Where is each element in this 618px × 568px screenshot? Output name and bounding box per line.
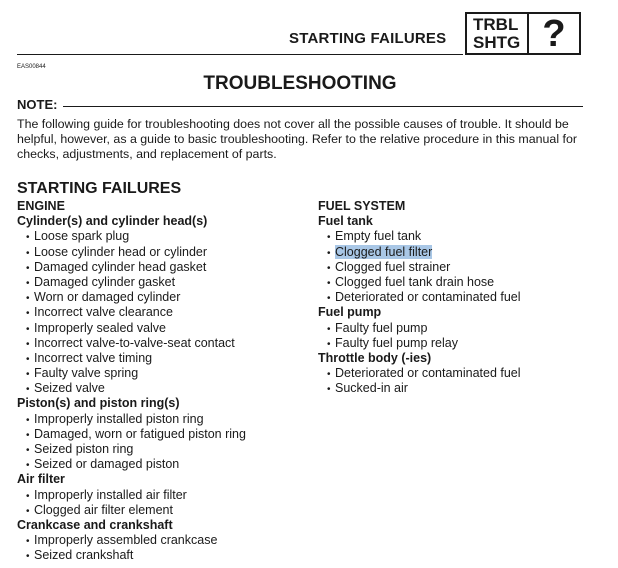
bullet-icon: • bbox=[26, 247, 30, 259]
group-heading: Air filter bbox=[17, 472, 65, 487]
list-item[interactable] bbox=[17, 442, 246, 457]
list-item-text[interactable]: Sucked-in air bbox=[335, 381, 408, 396]
note-header bbox=[17, 97, 583, 112]
list-item-text[interactable]: Damaged cylinder gasket bbox=[34, 274, 176, 289]
note-label: NOTE: bbox=[17, 97, 58, 112]
group-heading: Fuel pump bbox=[318, 305, 382, 320]
bullet-icon: • bbox=[26, 551, 30, 563]
list-item[interactable] bbox=[17, 503, 246, 518]
list-item[interactable] bbox=[17, 381, 246, 396]
list-item[interactable] bbox=[17, 229, 246, 244]
list-item-text[interactable]: Incorrect valve clearance bbox=[34, 305, 173, 320]
bullet-icon: • bbox=[26, 262, 30, 274]
list-item[interactable] bbox=[17, 321, 246, 336]
list-item[interactable] bbox=[318, 381, 521, 396]
list-item[interactable] bbox=[17, 533, 246, 548]
list-item[interactable] bbox=[17, 488, 246, 503]
list-item[interactable] bbox=[17, 351, 246, 366]
group-heading: Cylinder(s) and cylinder head(s) bbox=[17, 214, 208, 229]
bullet-icon: • bbox=[327, 277, 331, 289]
bullet-icon: • bbox=[26, 277, 30, 289]
list-item[interactable] bbox=[318, 245, 521, 260]
list-item[interactable] bbox=[17, 336, 246, 351]
troubleshooting-badge bbox=[465, 12, 581, 55]
list-item-text[interactable]: Incorrect valve timing bbox=[34, 350, 153, 365]
group-heading: Crankcase and crankshaft bbox=[17, 517, 173, 532]
list-item[interactable] bbox=[17, 305, 246, 320]
bullet-icon: • bbox=[26, 429, 30, 441]
list-item[interactable] bbox=[318, 275, 521, 290]
engine-column bbox=[17, 199, 246, 564]
category-heading: ENGINE bbox=[17, 199, 65, 213]
badge-line-2: SHTG bbox=[473, 33, 521, 52]
list-item-text[interactable]: Seized piston ring bbox=[34, 442, 134, 456]
list-item-text[interactable]: Damaged cylinder head gasket bbox=[34, 259, 207, 274]
bullet-icon: • bbox=[26, 414, 30, 426]
list-item[interactable] bbox=[17, 548, 246, 563]
header-rule bbox=[17, 54, 463, 55]
bullet-icon: • bbox=[26, 323, 30, 335]
list-item[interactable] bbox=[17, 290, 246, 305]
bullet-icon: • bbox=[26, 384, 30, 396]
badge-line-1: TRBL bbox=[473, 15, 519, 34]
group-heading: Fuel tank bbox=[318, 214, 373, 229]
fuel-system-column bbox=[318, 199, 521, 396]
list-item-text[interactable]: Improperly installed air filter bbox=[34, 487, 187, 502]
group-heading: Piston(s) and piston ring(s) bbox=[17, 396, 180, 411]
page-title: TROUBLESHOOTING bbox=[203, 73, 397, 94]
list-item-text[interactable]: Incorrect valve-to-valve-seat contact bbox=[34, 335, 235, 350]
list-item[interactable] bbox=[17, 260, 246, 275]
bullet-icon: • bbox=[26, 445, 30, 456]
list-item-text[interactable]: Loose spark plug bbox=[34, 229, 130, 244]
list-item-text[interactable]: Deteriorated or contaminated fuel bbox=[335, 290, 521, 305]
list-item-text[interactable]: Improperly installed piston ring bbox=[34, 411, 204, 426]
bullet-icon: • bbox=[26, 536, 30, 548]
list-item-text[interactable]: Faulty fuel pump relay bbox=[335, 335, 458, 350]
question-mark-icon: ? bbox=[542, 12, 566, 55]
list-item-text[interactable]: Clogged fuel tank drain hose bbox=[335, 274, 495, 289]
list-item-text[interactable]: Faulty valve spring bbox=[34, 366, 139, 381]
bullet-icon: • bbox=[26, 338, 30, 350]
list-item[interactable] bbox=[318, 321, 521, 336]
bullet-icon: • bbox=[26, 460, 30, 472]
list-item[interactable] bbox=[17, 457, 246, 472]
list-item-text[interactable]: Empty fuel tank bbox=[335, 229, 422, 244]
bullet-icon: • bbox=[26, 369, 30, 381]
list-item[interactable] bbox=[17, 245, 246, 260]
list-item[interactable] bbox=[17, 427, 246, 442]
list-item-text[interactable]: Deteriorated or contaminated fuel bbox=[335, 366, 521, 381]
list-item[interactable] bbox=[318, 290, 521, 305]
bullet-icon: • bbox=[26, 505, 30, 517]
bullet-icon: • bbox=[26, 293, 30, 305]
list-item-text[interactable]: Improperly assembled crankcase bbox=[34, 533, 218, 548]
list-item[interactable] bbox=[17, 412, 246, 427]
list-item-text[interactable]: Clogged air filter element bbox=[34, 502, 173, 517]
category-heading: FUEL SYSTEM bbox=[318, 199, 406, 213]
header-section-title: STARTING FAILURES bbox=[289, 30, 447, 47]
list-item-text[interactable]: Seized valve bbox=[34, 381, 105, 396]
list-item-text[interactable]: Worn or damaged cylinder bbox=[34, 290, 181, 305]
document-code: EAS00844 bbox=[17, 64, 46, 70]
list-item-text[interactable]: Damaged, worn or fatigued piston ring bbox=[34, 426, 246, 441]
list-item[interactable] bbox=[17, 275, 246, 290]
bullet-icon: • bbox=[327, 232, 331, 244]
bullet-icon: • bbox=[327, 323, 331, 335]
list-item[interactable] bbox=[318, 260, 521, 275]
list-item-text[interactable]: Improperly sealed valve bbox=[34, 320, 167, 335]
list-item[interactable] bbox=[17, 366, 246, 381]
list-item[interactable] bbox=[318, 229, 521, 244]
list-item[interactable] bbox=[318, 336, 521, 351]
note-divider bbox=[63, 106, 583, 107]
bullet-icon: • bbox=[327, 338, 331, 350]
list-item-text[interactable]: Loose cylinder head or cylinder bbox=[34, 244, 208, 259]
list-item-text[interactable]: Seized or damaged piston bbox=[34, 457, 180, 472]
bullet-icon: • bbox=[327, 384, 331, 396]
bullet-icon: • bbox=[327, 247, 331, 259]
selected-text-highlight[interactable]: Clogged fuel filter bbox=[335, 244, 433, 259]
bullet-icon: • bbox=[26, 490, 30, 502]
badge-label bbox=[467, 14, 529, 53]
list-item-text[interactable]: Seized crankshaft bbox=[34, 548, 134, 563]
note-text[interactable]: The following guide for troubleshooting does not cover all the possible causes of trouble. It should be helpful, however, as a guide to basic troubleshooting. Refer to the relative procedure in this manual for checks, adjustments, and replacement of parts. bbox=[17, 117, 577, 161]
bullet-icon: • bbox=[26, 353, 30, 365]
bullet-icon: • bbox=[327, 369, 331, 381]
list-item-text[interactable]: Clogged fuel strainer bbox=[335, 259, 451, 274]
bullet-icon: • bbox=[327, 262, 331, 274]
list-item-text[interactable]: Faulty fuel pump bbox=[335, 320, 428, 335]
list-item[interactable] bbox=[318, 366, 521, 381]
section-title: STARTING FAILURES bbox=[17, 180, 182, 197]
bullet-icon: • bbox=[26, 308, 30, 320]
group-heading: Throttle body (-ies) bbox=[318, 350, 432, 365]
bullet-icon: • bbox=[26, 232, 30, 244]
bullet-icon: • bbox=[327, 293, 331, 305]
